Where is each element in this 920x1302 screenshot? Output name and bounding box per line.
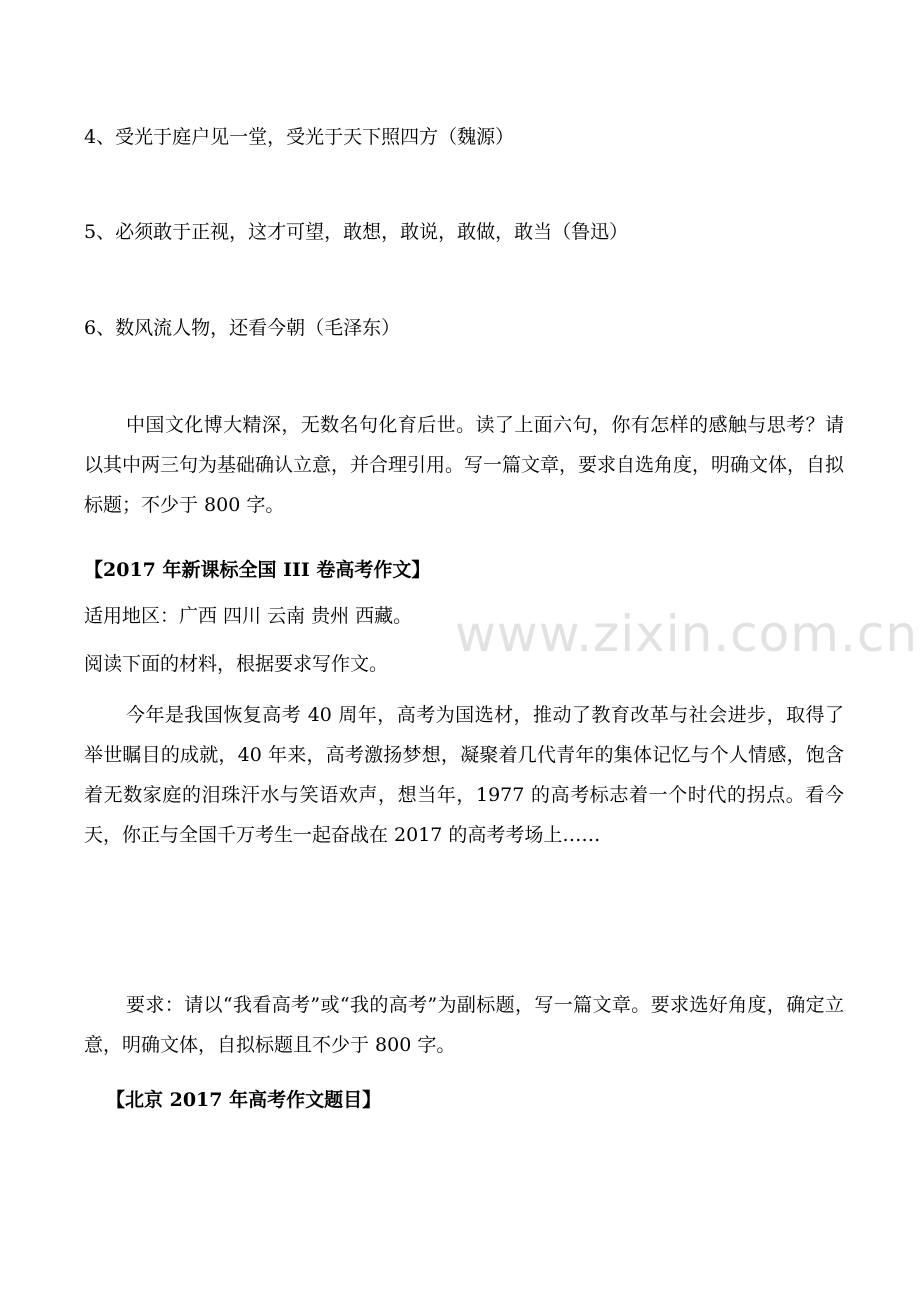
section-heading-beijing: 【北京 2017 年高考作文题目】 — [106, 1089, 382, 1111]
instruction-line: 阅读下面的材料，根据要求写作文。 — [84, 653, 389, 675]
requirement-paragraph: 要求：请以“我看高考”或“我的高考”为副标题，写一篇文章。要求选好角度，确定立意，明确文体，自拟标题且不少于 800 字。 — [84, 994, 844, 1056]
quote-4: 4、受光于庭户见一堂，受光于天下照四方（魏源） — [84, 126, 515, 148]
prompt-paragraph: 中国文化博大精深，无数名句化育后世。读了上面六句，你有怎样的感触与思考？请以其中两三句为基础确认立意，并合理引用。写一篇文章，要求自选角度，明确文体，自拟标题；不少于 800 字。 — [84, 414, 845, 516]
material-paragraph: 今年是我国恢复高考 40 周年，高考为国选材，推动了教育改革与社会进步，取得了举世瞩目的成就，40 年来，高考激扬梦想，凝聚着几代青年的集体记忆与个人情感，饱含着无数家庭的泪珠汗水与笑语欢声，想当年，1977 的高考标志着一个时代的拐点。看今天，你正与全国千万考生一起奋战在 2017 的高考考场上…… — [84, 704, 844, 846]
quote-6: 6、数风流人物，还看今朝（毛泽东） — [84, 317, 401, 339]
quote-5: 5、必须敢于正视，这才可望，敢想，敢说，敢做，敢当（鲁迅） — [84, 221, 629, 243]
section-heading-iii: 【2017 年新课标全国 III 卷高考作文】 — [84, 559, 431, 581]
watermark: www.zixin.com.cn — [455, 605, 919, 663]
regions-line: 适用地区：广西 四川 云南 贵州 西藏。 — [84, 605, 413, 627]
